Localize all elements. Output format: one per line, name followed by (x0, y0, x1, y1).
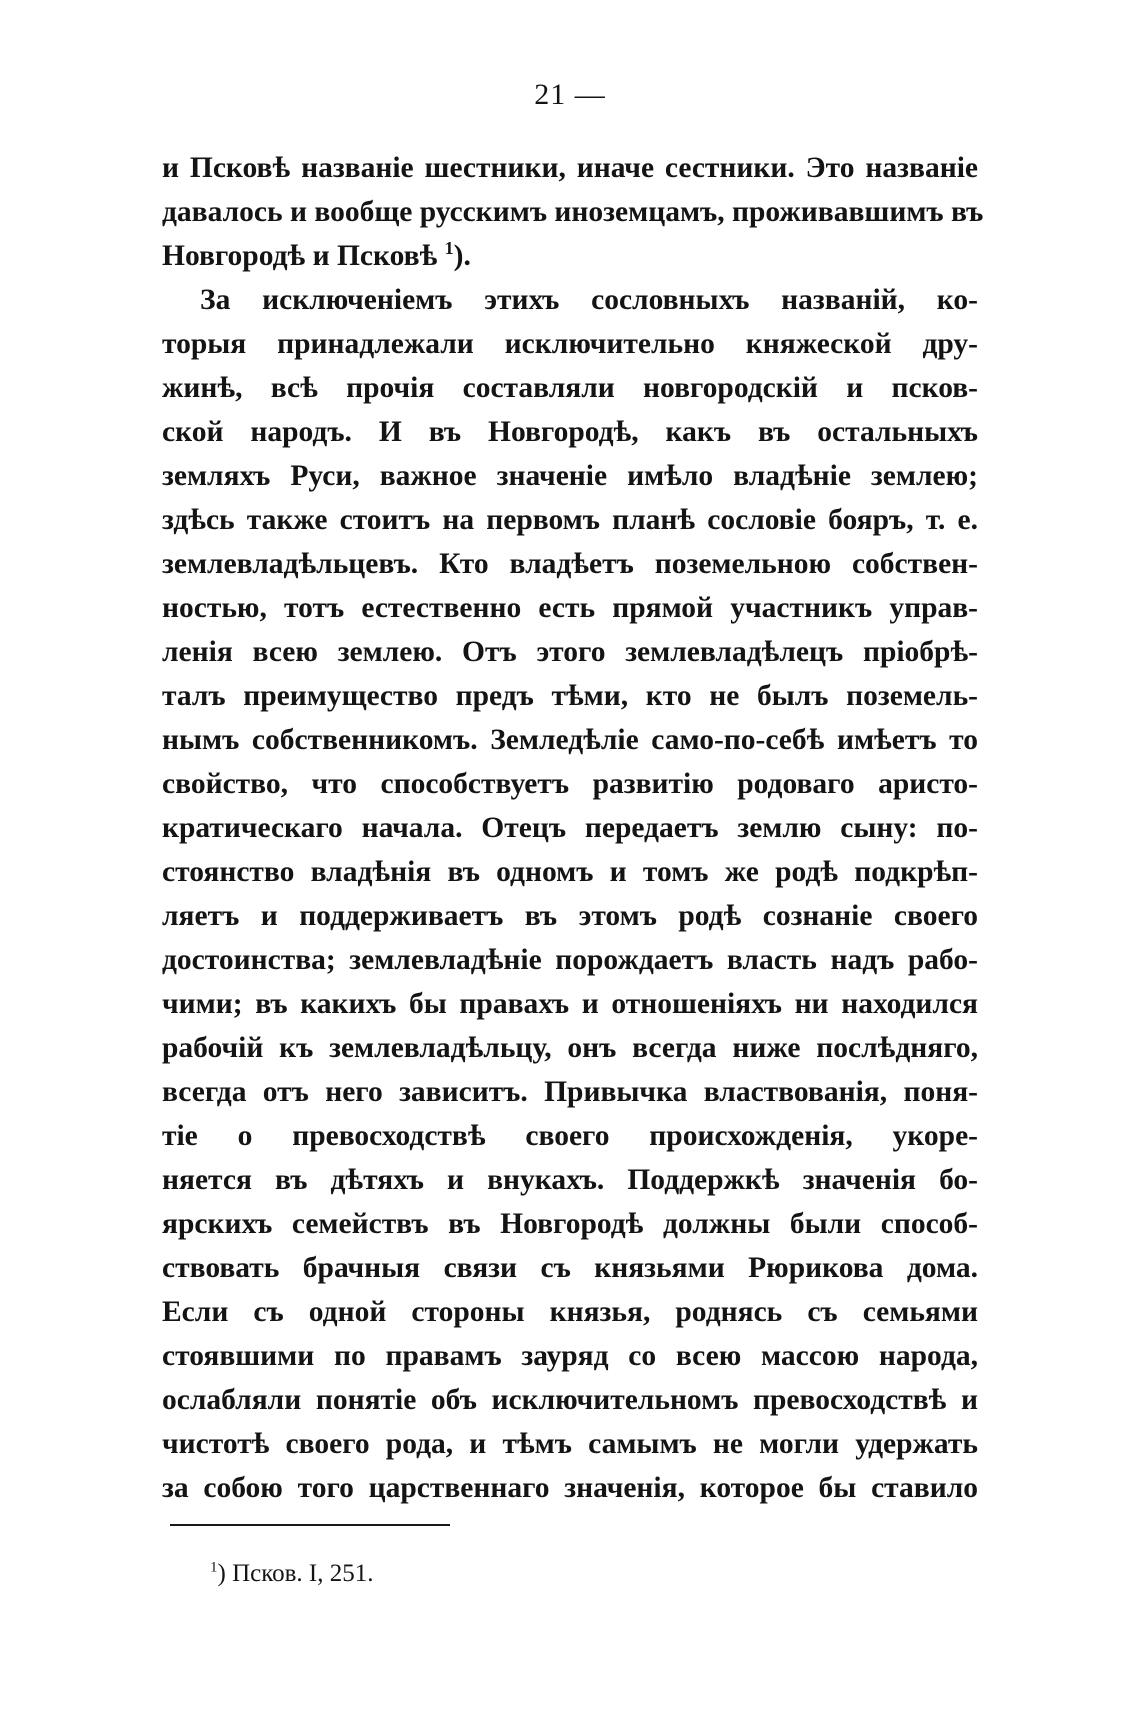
text-line: чими; въ какихъ бы правахъ и отношеніяхъ ни находился (162, 988, 978, 1020)
text-line: талъ преимущество предъ тѣми, кто не былъ поземель- (162, 680, 978, 712)
text-line: землевладѣльцевъ. Кто владѣетъ поземельною собствен- (162, 548, 978, 580)
text-line: чистотѣ своего рода, и тѣмъ самымъ не могли удержать (162, 1428, 978, 1460)
text-line: жинѣ, всѣ прочія составляли новгородскій и псков- (162, 372, 978, 404)
text-line: тіе о превосходствѣ своего происхожденія, укоре- (162, 1120, 978, 1152)
text-line: давалось и вообще русскимъ иноземцамъ, проживавшимъ въ (162, 196, 984, 228)
text-line: достоинства; землевладѣніе порождаетъ власть надъ рабо- (162, 944, 978, 976)
paragraph-start-line: За исключеніемъ этихъ сословныхъ названій, ко- (200, 284, 978, 316)
text-line: рабочій къ землевладѣльцу, онъ всегда ниже послѣдняго, (162, 1032, 978, 1064)
text-line: всегда отъ него зависитъ. Привычка властвованія, поня- (162, 1076, 978, 1108)
text-line: ослабляли понятіе объ исключительномъ превосходствѣ и (162, 1384, 978, 1416)
text-line: нымъ собственникомъ. Земледѣліе само-по-себѣ имѣетъ то (162, 724, 978, 756)
footnote-reference: 1 (444, 238, 454, 259)
text-line: и Псковѣ названіе шестники, иначе сестники. Это названіе (162, 152, 978, 184)
text-line: Если съ одной стороны князья, роднясь съ семьями (162, 1296, 978, 1328)
text-line: ленія всею землею. Отъ этого землевладѣлецъ пріобрѣ- (162, 636, 978, 668)
footnote-marker: 1 (210, 1559, 218, 1576)
text-line: ской народъ. И въ Новгородѣ, какъ въ остальныхъ (162, 416, 978, 448)
text-line: ностью, тотъ естественно есть прямой участникъ управ- (162, 592, 978, 624)
text-line: стоянство владѣнія въ одномъ и томъ же родѣ подкрѣп- (162, 856, 978, 888)
text-line: стоявшими по правамъ зауряд со всею массою народа, (162, 1340, 978, 1372)
text-line: няется въ дѣтяхъ и внукахъ. Поддержкѣ значенія бо- (162, 1164, 978, 1196)
text-line-tail: ). (453, 240, 471, 272)
text-line: свойство, что способствуетъ развитію родоваго аристо- (162, 768, 978, 800)
body-text (162, 146, 984, 1510)
text-line: ярскихъ семействъ въ Новгородѣ должны были способ- (162, 1208, 978, 1240)
footnote (210, 1556, 373, 1592)
text-line: здѣсь также стоитъ на первомъ планѣ сословіе бояръ, т. е. (162, 504, 978, 536)
text-line: торыя принадлежали исключительно княжеской дру- (162, 328, 978, 360)
page-number: 21 — (534, 78, 606, 111)
text-line (162, 234, 978, 278)
footnote-divider (170, 1524, 450, 1526)
text-line: ствовать брачныя связи съ князьями Рюрикова дома. (162, 1252, 978, 1284)
text-line-content: Новгородѣ и Псковѣ (162, 240, 438, 272)
text-line: кратическаго начала. Отецъ передаетъ землю сыну: по- (162, 812, 978, 844)
footnote-text: ) Псков. I, 251. (217, 1560, 374, 1587)
text-line: земляхъ Руси, важное значеніе имѣло владѣніе землею; (162, 460, 978, 492)
text-line: ляетъ и поддерживаетъ въ этомъ родѣ сознаніе своего (162, 900, 978, 932)
text-line: за собою того царственнаго значенія, которое бы ставило (162, 1472, 978, 1504)
